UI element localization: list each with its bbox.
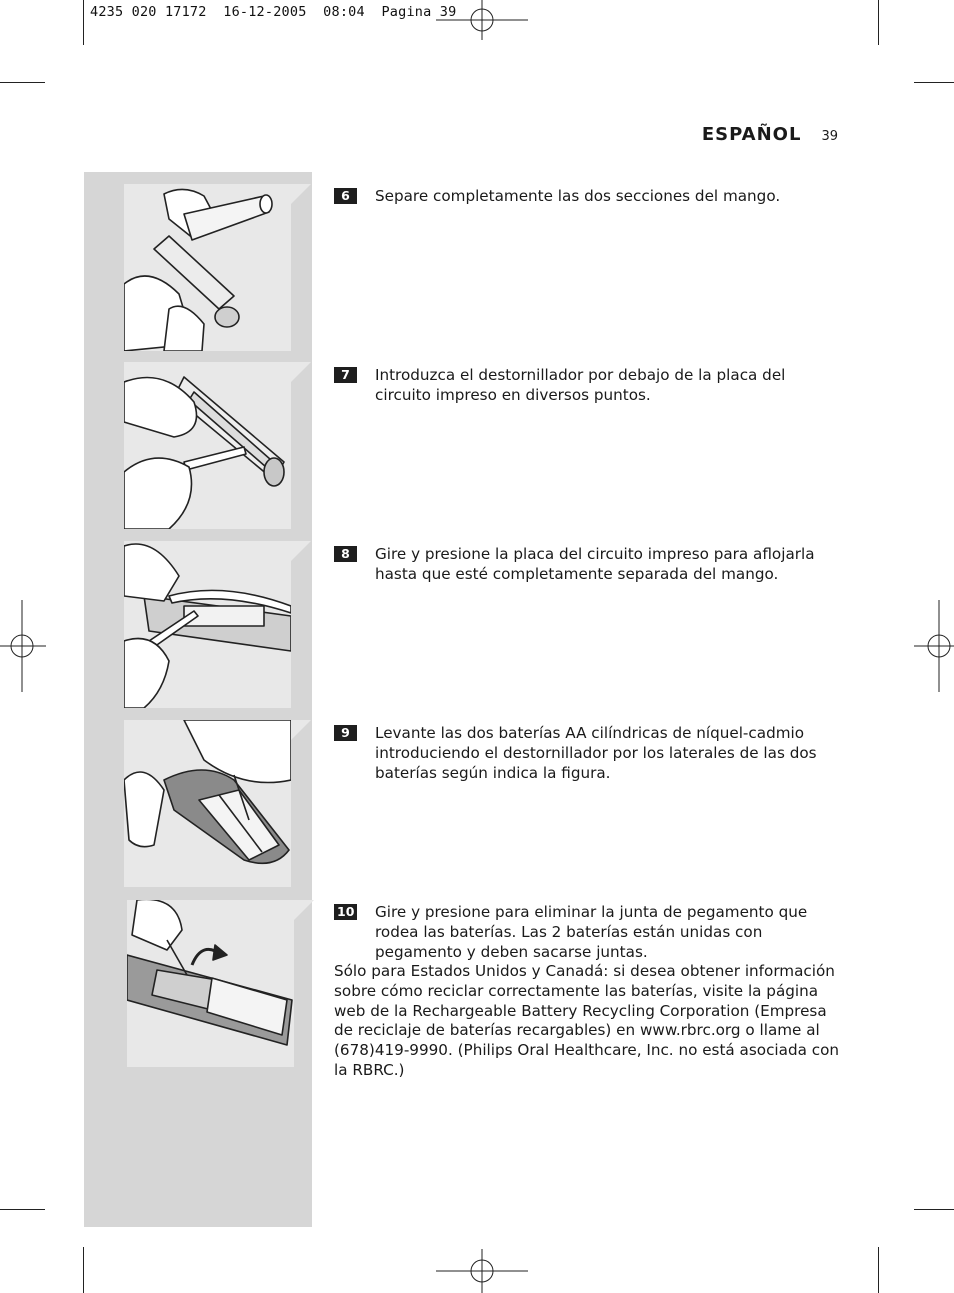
language-title: ESPAÑOL: [701, 124, 802, 145]
registration-mark-icon: [436, 1249, 528, 1293]
step-6: [334, 187, 844, 207]
print-header: 4235 020 17172 16-12-2005 08:04 Pagina 39: [90, 4, 457, 20]
step-text: Gire y presione la placa del circuito impreso para aflojarla hasta que esté completamente separada del mango.: [375, 545, 815, 583]
crop-mark: [878, 0, 879, 45]
crop-mark: [878, 1247, 879, 1293]
crop-mark: [914, 1209, 954, 1210]
crop-mark: [914, 82, 954, 83]
step-text: Separe completamente las dos secciones del mango.: [375, 187, 781, 205]
step-8: [334, 545, 844, 585]
registration-mark-icon: [436, 0, 528, 40]
crop-mark: [83, 0, 84, 45]
illustration-pointer: [294, 900, 314, 920]
registration-mark-icon: [0, 600, 46, 692]
step-number-badge: 6: [334, 188, 357, 204]
loosen-board-illustration: [124, 541, 291, 708]
screwdriver-under-board-illustration: [124, 362, 291, 529]
illustration-pointer: [291, 184, 311, 204]
step-number-badge: 8: [334, 546, 357, 562]
remove-glue-illustration: [127, 900, 294, 1067]
separate-handle-illustration: [124, 184, 291, 351]
crop-mark: [0, 82, 45, 83]
step-10: [334, 903, 844, 962]
step-number-badge: 7: [334, 367, 357, 383]
registration-mark-icon: [914, 600, 954, 692]
illustration-pointer: [291, 362, 311, 382]
step-text: Introduzca el destornillador por debajo de la placa del circuito impreso en diversos puntos.: [375, 366, 786, 404]
step-9: [334, 724, 844, 783]
page-number: 39: [821, 129, 838, 144]
page-header: [702, 124, 838, 145]
crop-mark: [0, 1209, 45, 1210]
step-number-badge: 9: [334, 725, 357, 741]
illustration-pointer: [291, 720, 311, 740]
lift-batteries-illustration: [124, 720, 291, 887]
step-number-badge: 10: [334, 904, 357, 920]
step-text: Levante las dos baterías AA cilíndricas de níquel-cadmio introduciendo el destornillador por los laterales de las dos baterías según indica la figura.: [375, 724, 817, 782]
crop-mark: [83, 1247, 84, 1293]
illustration-pointer: [291, 541, 311, 561]
step-7: [334, 366, 844, 406]
recycling-note: Sólo para Estados Unidos y Canadá: si desea obtener información sobre cómo reciclar correctamente las baterías, visite la página web de la Rechargeable Battery Recycling Corporation (Empresa de reciclaje de baterías recargables) en www.rbrc.org o llame al (678)419-9990. (Philips Oral Healthcare, Inc. no está asociada con la RBRC.): [334, 962, 839, 1079]
step-text: Gire y presione para eliminar la junta de pegamento que rodea las baterías. Las 2 baterías están unidas con pegamento y deben sacarse juntas.: [375, 903, 808, 961]
